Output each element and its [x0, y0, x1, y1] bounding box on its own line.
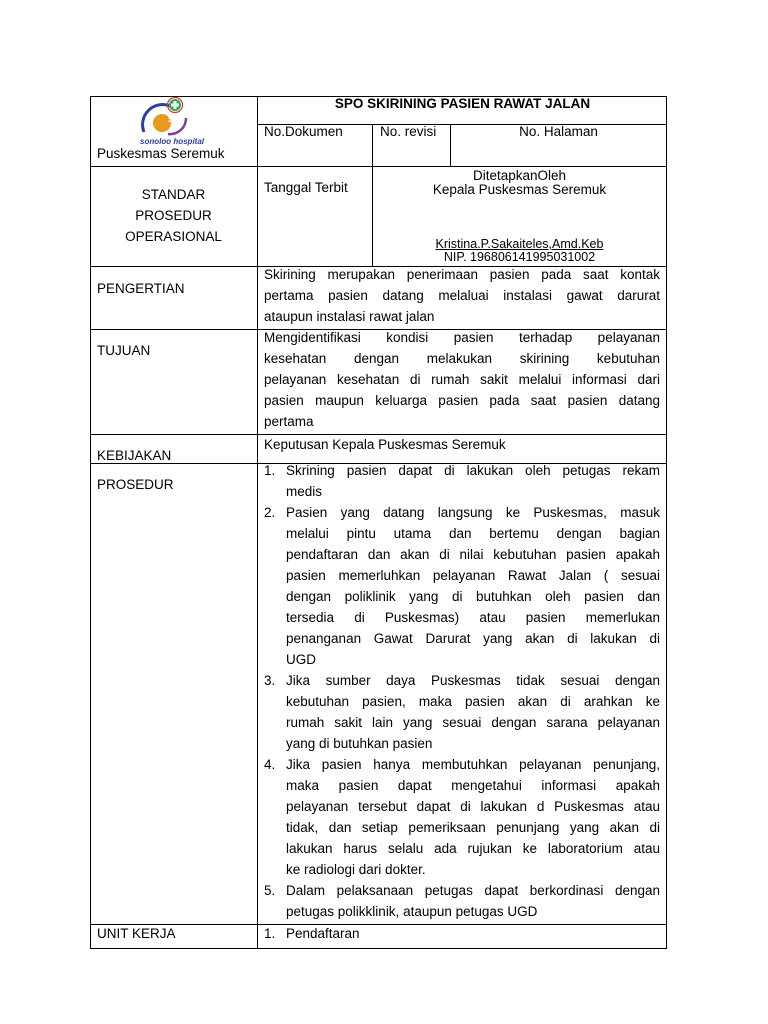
tanggal-terbit-label: Tanggal Terbit [264, 180, 348, 195]
tujuan-line: pelayanan kesehatan di rumah sakit melalui informasi dari [264, 372, 660, 387]
prosedur-line: pelayanan tersebut dapat di lakukan d Puskesmas atau [286, 799, 660, 814]
table-line-tujuan [90, 434, 667, 435]
prosedur-line: lakukan harus selalu ada rujukan ke laboratorium atau [286, 841, 660, 856]
pengertian-label: PENGERTIAN [97, 281, 185, 296]
prosedur-line: UGD [286, 652, 316, 667]
operasional-label: OPERASIONAL [125, 229, 222, 244]
prosedur-number: 3. [264, 673, 276, 688]
logo-initials: sk [167, 113, 181, 125]
prosedur-line: Dalam pelaksanaan petugas dapat berkordinasi dengan [286, 883, 660, 898]
prosedur-line: tidak, dan setiap pemeriksaan penunjang yang akan di [286, 820, 660, 835]
tujuan-line: pasien maupun keluarga pasien pada saat pasien datang [264, 393, 660, 408]
unit-kerja-item: Pendaftaran [286, 926, 360, 941]
prosedur-line: melalui pintu utama dan bertemu dengan bagian [286, 526, 660, 541]
prosedur-number: 5. [264, 883, 276, 898]
prosedur-line: Jika sumber daya Puskesmas tidak sesuai dengan [286, 673, 660, 688]
standar-label: STANDAR [141, 187, 206, 202]
table-line-prosedur [90, 924, 667, 925]
nip-text: NIP. 196806141995031002 [443, 250, 596, 264]
prosedur-section-label: PROSEDUR [97, 477, 174, 492]
prosedur-line: yang di butuhkan pasien [286, 736, 433, 751]
no-halaman-label: No. Halaman [519, 124, 598, 139]
logo-text: sonoloo hospital [140, 137, 204, 146]
pengertian-line: pertama pasien datang melaluai instalasi gawat darurat [264, 288, 660, 303]
tujuan-line: kesehatan dengan melakukan skirining kebutuhan [264, 351, 660, 366]
kebijakan-label: KEBIJAKAN [97, 448, 172, 463]
prosedur-line: rumah sakit lain yang sesuai dengan sarana pelayanan [286, 715, 660, 730]
prosedur-number: 2. [264, 505, 276, 520]
ditetapkan-label: DitetapkanOleh [472, 168, 567, 183]
prosedur-line: penanganan Gawat Darurat yang akan di lakukan di [286, 631, 660, 646]
prosedur-label: PROSEDUR [135, 208, 212, 223]
prosedur-line: tersedia di Puskesmas) atau pasien memerlukan [286, 610, 660, 625]
prosedur-line: pendaftaran dan akan di nilai kebutuhan pasien apakah [286, 547, 660, 562]
prosedur-line: petugas polikklinik, ataupun petugas UGD [286, 904, 538, 919]
prosedur-line: kebutuhan pasien, maka pasien akan di arahkan ke [286, 694, 660, 709]
prosedur-line: Skrining pasien dapat di lakukan oleh petugas rekam [286, 463, 660, 478]
prosedur-line: ke radiologi dari dokter. [286, 862, 426, 877]
table-line-col1 [257, 96, 258, 949]
table-border-right [666, 96, 667, 949]
unit-kerja-number: 1. [264, 926, 276, 941]
tujuan-line: pertama [264, 414, 314, 429]
unit-kerja-label: UNIT KERJA [97, 926, 176, 941]
prosedur-line: medis [286, 484, 323, 499]
prosedur-line: dengan poliklinik yang di butuhkan oleh pasien dan [286, 589, 660, 604]
table-border-bottom [90, 948, 667, 949]
pengertian-line: ataupun instalasi rawat jalan [264, 309, 435, 324]
prosedur-number: 1. [264, 463, 276, 478]
prosedur-number: 4. [264, 757, 276, 772]
no-revisi-label: No. revisi [380, 124, 437, 139]
signatory-name: Kristina.P.Sakaiteles,Amd.Keb [435, 237, 604, 251]
tujuan-label: TUJUAN [97, 343, 151, 358]
organization-name: Puskesmas Seremuk [97, 146, 225, 161]
table-line-header [90, 166, 667, 167]
logo-cross-h-icon [171, 104, 179, 107]
prosedur-line: pasien memerluhkan pelayanan Rawat Jalan ( sesuai [286, 568, 660, 583]
prosedur-line: Pasien yang datang langsung ke Puskesmas, masuk [286, 505, 660, 520]
pengertian-line: Skirining merupakan penerimaan pasien pada saat kontak [264, 267, 660, 282]
kebijakan-text: Keputusan Kepala Puskesmas Seremuk [264, 437, 506, 452]
document-title: SPO SKIRINING PASIEN RAWAT JALAN [334, 96, 591, 111]
tujuan-line: Mengidentifikasi kondisi pasien terhadap pelayanan [264, 330, 660, 345]
prosedur-line: Jika pasien hanya membutuhkan pelayanan penunjang, [286, 757, 660, 772]
no-dokumen-label: No.Dokumen [264, 124, 343, 139]
kepala-label: Kepala Puskesmas Seremuk [432, 182, 607, 197]
prosedur-line: maka pasien dapat mengetahui informasi apakah [286, 778, 660, 793]
